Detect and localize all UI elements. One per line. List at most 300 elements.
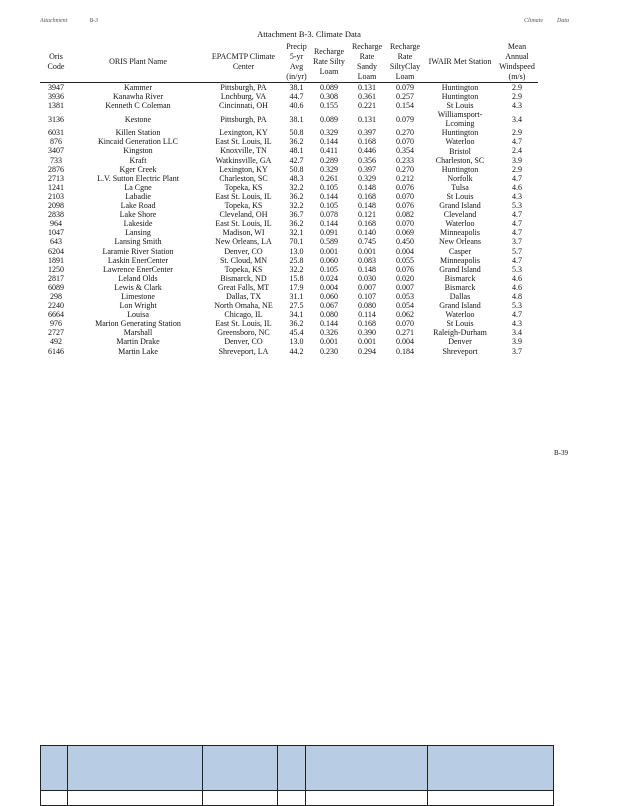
table-cell: 0.030 <box>358 273 376 283</box>
table-cell: 0.107 <box>358 291 376 301</box>
table-row <box>40 137 538 146</box>
table-cell: 3936 <box>48 92 64 102</box>
table-row <box>40 192 538 201</box>
column-header-line: Annual <box>505 52 529 61</box>
table-cell: L.V. Sutton Electric Plant <box>97 173 179 183</box>
table-cell: 0.397 <box>358 128 376 138</box>
table-cell: 0.289 <box>320 155 338 165</box>
table-row <box>40 328 538 337</box>
table-row <box>40 310 538 319</box>
table-cell: 0.082 <box>396 210 414 220</box>
blank-cell <box>202 746 277 791</box>
column-header <box>496 42 538 83</box>
table-cell: St. Cloud, MN <box>219 255 268 265</box>
table-cell: 36.2 <box>289 137 304 147</box>
table-cell: 0.001 <box>358 246 376 256</box>
blank-cell <box>306 746 428 791</box>
table-cell: 44.2 <box>289 346 304 356</box>
running-header-right <box>524 18 583 24</box>
table-cell: 0.270 <box>396 164 414 174</box>
table-cell: 0.078 <box>320 210 338 220</box>
table-cell: 0.004 <box>396 246 414 256</box>
table-cell: 0.168 <box>358 191 376 201</box>
table-cell: 0.329 <box>320 128 338 138</box>
table-cell: Greensboro, NC <box>217 328 270 338</box>
table-cell: 0.144 <box>320 137 338 147</box>
table-cell: Lexington, KY <box>219 164 268 174</box>
table-cell: 0.450 <box>396 237 414 247</box>
table-cell: Grand Island <box>439 301 481 311</box>
table-cell: 0.069 <box>396 228 414 238</box>
table-cell: 2.9 <box>512 164 522 174</box>
table-cell: Charleston, SC <box>219 173 268 183</box>
table-cell: 4.7 <box>512 173 522 183</box>
table-row <box>40 347 538 356</box>
column-header <box>310 42 348 83</box>
column-header-line: Precip <box>286 42 307 51</box>
table-cell: 0.131 <box>358 114 376 124</box>
table-cell: 0.326 <box>320 328 338 338</box>
column-header-line: Loam <box>319 67 339 76</box>
table-cell: 3.9 <box>512 155 522 165</box>
table-cell: 0.261 <box>320 173 338 183</box>
table-cell: 0.140 <box>358 228 376 238</box>
table-cell: 2713 <box>48 173 64 183</box>
table-cell: 0.062 <box>396 310 414 320</box>
header-left-word-1: Attachment <box>40 18 68 24</box>
header-right-word-2: Data <box>557 18 569 24</box>
table-cell: 0.105 <box>320 201 338 211</box>
column-header <box>204 42 283 83</box>
column-header-line: Center <box>232 62 255 71</box>
table-cell: Cleveland <box>443 210 477 220</box>
table-cell: 6664 <box>48 310 64 320</box>
running-header-left <box>40 18 120 24</box>
table-cell: Topeka, KS <box>224 264 263 274</box>
table-cell: Tulsa <box>451 182 469 192</box>
table-cell: 32.1 <box>289 228 304 238</box>
blank-cell <box>428 791 554 806</box>
table-cell: Waterloo <box>445 137 475 147</box>
table-cell: North Omaha, NE <box>214 301 273 311</box>
column-header-line: Recharge <box>389 42 421 51</box>
table-cell: 3.7 <box>512 346 522 356</box>
table-cell: Kger Creek <box>119 164 157 174</box>
blank-cell <box>277 791 306 806</box>
table-cell: 13.0 <box>289 337 304 347</box>
table-row <box>40 319 538 328</box>
table-cell: 0.001 <box>320 246 338 256</box>
table-cell: Marion Generating Station <box>95 319 181 329</box>
table-cell: Cincinnati, OH <box>219 101 268 111</box>
table-cell: 36.2 <box>289 219 304 229</box>
table-cell: 31.1 <box>289 291 304 301</box>
table-cell: 0.067 <box>320 301 338 311</box>
table-cell: Leland Olds <box>118 273 158 283</box>
table-cell: 6089 <box>48 282 64 292</box>
table-cell: Lon Wright <box>119 301 157 311</box>
table-cell: Huntington <box>441 83 479 93</box>
table-cell: Lake Shore <box>119 210 157 220</box>
table-cell: 38.1 <box>289 83 304 92</box>
table-cell: Shreveport <box>442 346 478 356</box>
table-cell: 4.6 <box>512 182 522 192</box>
table-cell: 38.1 <box>289 114 304 124</box>
table-cell: Denver, CO <box>224 246 263 256</box>
column-header-line: Oris <box>49 52 63 61</box>
table-cell: 0.168 <box>358 319 376 329</box>
column-header <box>40 42 72 83</box>
table-cell: 0.184 <box>396 346 414 356</box>
table-cell: 0.080 <box>320 310 338 320</box>
table-cell: Laskin EnerCenter <box>107 255 169 265</box>
table-cell: 2103 <box>48 191 64 201</box>
column-header-line: Recharge <box>313 47 345 56</box>
table-cell: 298 <box>50 291 62 301</box>
table-cell: 36.2 <box>289 319 304 329</box>
table-cell: 0.221 <box>358 101 376 111</box>
column-header <box>424 42 496 83</box>
table-cell: 0.329 <box>320 164 338 174</box>
column-header-line: Rate <box>397 52 413 61</box>
table-cell: 0.076 <box>396 264 414 274</box>
blank-cell <box>428 746 554 791</box>
table-cell: 4.3 <box>512 101 522 111</box>
table-cell: Denver <box>448 337 472 347</box>
table-cell: Raleigh-Durham <box>433 328 487 338</box>
table-header-row <box>40 42 538 83</box>
table-row <box>40 92 538 101</box>
table-cell: 0.076 <box>396 182 414 192</box>
table-cell: 3947 <box>48 83 64 92</box>
table-cell: 0.294 <box>358 346 376 356</box>
table-cell: Dallas <box>449 292 471 302</box>
table-cell: Limestone <box>121 291 155 301</box>
table-row <box>40 219 538 228</box>
table-cell: 0.390 <box>358 328 376 338</box>
table-row <box>40 292 538 301</box>
table-cell: 4.7 <box>512 210 522 220</box>
table-cell: 34.1 <box>289 310 304 320</box>
table-cell: 492 <box>50 337 62 347</box>
table-cell: St Louis <box>446 191 474 201</box>
table-cell: 2727 <box>48 328 64 338</box>
table-cell: 0.397 <box>358 164 376 174</box>
table-cell: 32.2 <box>289 182 304 192</box>
table-title: Attachment B-3. Climate Data <box>257 29 361 39</box>
column-header-line: Recharge <box>351 42 383 51</box>
table-cell: Lansing <box>125 228 151 238</box>
table-cell: 0.001 <box>320 337 338 347</box>
table-cell: 0.155 <box>320 101 338 111</box>
table-cell: New Orleans <box>439 237 481 247</box>
table-cell: Pittsburgh, PA <box>220 83 267 92</box>
table-cell: Chicago, IL <box>224 310 263 320</box>
table-row <box>40 337 538 346</box>
table-cell: Waterloo <box>445 219 475 229</box>
table-cell: Waterloo <box>445 310 475 320</box>
table-cell: East St. Louis, IL <box>215 319 272 329</box>
climate-data-table <box>40 42 538 356</box>
table-cell: 45.4 <box>289 328 304 338</box>
table-cell: Bismarck, ND <box>220 273 267 283</box>
table-cell: 0.007 <box>396 282 414 292</box>
table-cell: 0.020 <box>396 273 414 283</box>
table-cell: 0.060 <box>320 291 338 301</box>
table-cell: 0.271 <box>396 328 414 338</box>
page-number: B-39 <box>554 449 568 457</box>
table-cell: 6146 <box>48 346 64 356</box>
table-row <box>40 256 538 265</box>
table-row <box>40 183 538 192</box>
table-cell: East St. Louis, IL <box>215 191 272 201</box>
blank-cell <box>41 746 68 791</box>
table-row <box>40 201 538 210</box>
column-header-line: (in/yr) <box>286 72 307 81</box>
table-cell: 3136 <box>48 114 64 124</box>
column-header-line: ORIS Plant Name <box>109 57 167 66</box>
table-cell: 0.233 <box>396 155 414 165</box>
table-cell: 4.7 <box>512 228 522 238</box>
table-row <box>40 101 538 110</box>
table-cell: 0.070 <box>396 191 414 201</box>
next-table-header-fragment <box>40 745 554 806</box>
column-header-line: (m/s) <box>508 72 526 81</box>
table-cell: 0.004 <box>320 282 338 292</box>
table-row <box>40 146 538 155</box>
table-cell: 40.6 <box>289 101 304 111</box>
table-cell: 4.3 <box>512 191 522 201</box>
table-cell: 13.0 <box>289 246 304 256</box>
table-cell: Topeka, KS <box>224 182 263 192</box>
table-cell: 0.083 <box>358 255 376 265</box>
table-cell: 0.070 <box>396 319 414 329</box>
table-cell: Casper <box>448 246 472 256</box>
table-cell: New Orleans, LA <box>215 237 272 247</box>
table-row <box>40 110 538 128</box>
header-right-word-1: Climate <box>524 18 543 24</box>
table-cell: Knoxville, TN <box>220 146 267 156</box>
table-row <box>40 165 538 174</box>
table-cell: 0.070 <box>396 219 414 229</box>
blank-cell <box>277 746 306 791</box>
table-cell: Minneapolis <box>440 255 480 265</box>
table-cell: 0.230 <box>320 346 338 356</box>
table-cell: 44.7 <box>289 92 304 102</box>
table-cell: Lewis & Clark <box>114 282 162 292</box>
table-cell: Lawrence EnerCenter <box>103 264 173 274</box>
header-left-word-2: B-3 <box>89 18 98 24</box>
table-cell: 6204 <box>48 246 64 256</box>
table-cell: 32.2 <box>289 201 304 211</box>
table-row <box>40 210 538 219</box>
table-cell: 0.354 <box>396 146 414 156</box>
table-cell: 4.3 <box>512 319 522 329</box>
table-cell: Williamsport-Lcoming <box>437 110 483 129</box>
table-cell: 964 <box>50 219 62 229</box>
table-cell: 0.168 <box>358 137 376 147</box>
table-cell: 0.168 <box>358 219 376 229</box>
table-cell: 1381 <box>48 101 64 111</box>
table-row <box>40 128 538 137</box>
column-header-line: Sandy <box>357 62 377 71</box>
column-header-line: EPACMTP Climate <box>211 52 276 61</box>
table-cell: 0.411 <box>320 146 338 156</box>
column-header <box>283 42 310 83</box>
table-cell: Lexington, KY <box>219 128 268 138</box>
table-cell: 0.091 <box>320 228 338 238</box>
table-cell: 0.060 <box>320 255 338 265</box>
table-cell: Bismarck <box>444 282 476 292</box>
blue-header-row <box>41 746 554 791</box>
table-cell: Madison, WI <box>222 228 265 238</box>
table-cell: 3.4 <box>512 114 522 124</box>
table-cell: 0.144 <box>320 219 338 229</box>
table-cell: 1047 <box>48 228 64 238</box>
table-cell: 1891 <box>48 255 64 265</box>
table-cell: 4.6 <box>512 282 522 292</box>
table-cell: Labadie <box>125 191 151 201</box>
table-cell: 48.3 <box>289 173 304 183</box>
table-cell: 36.2 <box>289 191 304 201</box>
table-row <box>40 156 538 165</box>
table-cell: 0.589 <box>320 237 338 247</box>
table-cell: 0.105 <box>320 264 338 274</box>
table-cell: 5.3 <box>512 201 522 211</box>
column-header-line: Code <box>47 62 65 71</box>
table-cell: 42.7 <box>289 155 304 165</box>
table-cell: 876 <box>50 137 62 147</box>
table-cell: 0.329 <box>358 173 376 183</box>
table-cell: 4.8 <box>512 291 522 301</box>
table-cell: 0.308 <box>320 92 338 102</box>
table-cell: 4.6 <box>512 273 522 283</box>
table-cell: 15.8 <box>289 273 304 283</box>
blank-cell <box>306 791 428 806</box>
column-header <box>348 42 386 83</box>
table-cell: 50.8 <box>289 164 304 174</box>
table-cell: Lansing Smith <box>114 237 162 247</box>
table-cell: Martin Drake <box>116 337 160 347</box>
table-cell: Shreveport, LA <box>218 346 269 356</box>
table-row <box>40 247 538 256</box>
table-cell: 4.7 <box>512 219 522 229</box>
table-cell: 0.079 <box>396 114 414 124</box>
table-cell: St Louis <box>446 101 474 111</box>
table-cell: 0.257 <box>396 92 414 102</box>
table-cell: 0.080 <box>358 301 376 311</box>
table-cell: Dallas, TX <box>226 291 261 301</box>
table-row <box>40 283 538 292</box>
table-cell: 36.7 <box>289 210 304 220</box>
table-cell: Huntington <box>441 92 479 102</box>
table-cell: Killen Station <box>115 128 161 138</box>
table-cell: Minneapolis <box>440 228 480 238</box>
table-cell: 27.5 <box>289 301 304 311</box>
blank-cell <box>202 791 277 806</box>
table-cell: 70.1 <box>289 237 304 247</box>
table-row <box>40 265 538 274</box>
table-cell: 0.212 <box>396 173 414 183</box>
table-cell: 0.114 <box>358 310 376 320</box>
table-cell: Grand Island <box>439 264 481 274</box>
column-header-line: Windspeed <box>499 62 535 71</box>
table-cell: St Louis <box>446 319 474 329</box>
table-cell: 2.9 <box>512 128 522 138</box>
table-cell: 17.9 <box>289 282 304 292</box>
table-cell: 0.055 <box>396 255 414 265</box>
table-cell: 4.7 <box>512 310 522 320</box>
table-cell: 0.361 <box>358 92 376 102</box>
table-cell: 5.3 <box>512 264 522 274</box>
table-cell: 2.9 <box>512 92 522 102</box>
table-cell: 48.1 <box>289 146 304 156</box>
table-cell: 25.8 <box>289 255 304 265</box>
table-cell: Cleveland, OH <box>219 210 268 220</box>
table-cell: Charleston, SC <box>435 155 485 165</box>
table-cell: Laramie River Station <box>102 246 174 256</box>
table-row <box>40 83 538 93</box>
table-cell: 50.8 <box>289 128 304 138</box>
table-cell: Watkinsville, GA <box>215 155 272 165</box>
table-cell: 0.076 <box>396 201 414 211</box>
table-cell: 4.7 <box>512 255 522 265</box>
table-row <box>40 237 538 246</box>
column-header-line: Loam <box>357 72 377 81</box>
table-cell: 6031 <box>48 128 64 138</box>
table-cell: 2240 <box>48 301 64 311</box>
blank-cell <box>67 791 202 806</box>
table-cell: 643 <box>50 237 62 247</box>
table-cell: 0.148 <box>358 182 376 192</box>
table-cell: 0.001 <box>358 337 376 347</box>
table-row <box>40 274 538 283</box>
table-cell: 3407 <box>48 146 64 156</box>
column-header-line: Mean <box>507 42 527 51</box>
column-header-line: Avg <box>289 62 304 71</box>
table-cell: 0.004 <box>396 337 414 347</box>
column-header-line: IWAIR Met Station <box>428 57 492 66</box>
table-row <box>40 174 538 183</box>
table-cell: 0.148 <box>358 201 376 211</box>
column-header <box>386 42 424 83</box>
table-cell: 0.131 <box>358 83 376 92</box>
table-cell: Bristol <box>449 146 471 156</box>
table-cell: 0.154 <box>396 101 414 111</box>
table-cell: 3.9 <box>512 337 522 347</box>
blank-cell <box>67 746 202 791</box>
table-cell: Kingston <box>123 146 153 156</box>
table-cell: Louisa <box>127 310 149 320</box>
table-cell: East St. Louis, IL <box>215 219 272 229</box>
table-cell: Kincaid Generation LLC <box>98 137 178 147</box>
table-cell: 0.079 <box>396 83 414 92</box>
table-cell: Kenneth C Coleman <box>105 101 171 111</box>
table-cell: 0.148 <box>358 264 376 274</box>
table-cell: Grand Island <box>439 201 481 211</box>
column-header-line: Loam <box>395 72 415 81</box>
table-cell: East St. Louis, IL <box>215 137 272 147</box>
table-cell: 0.121 <box>358 210 376 220</box>
table-cell: 5.3 <box>512 301 522 311</box>
table-cell: 2876 <box>48 164 64 174</box>
table-cell: Bismarck <box>444 273 476 283</box>
blank-row <box>41 791 554 806</box>
table-cell: 0.144 <box>320 319 338 329</box>
table-cell: Lakeside <box>123 219 153 229</box>
table-cell: 733 <box>50 155 62 165</box>
table-cell: 0.070 <box>396 137 414 147</box>
